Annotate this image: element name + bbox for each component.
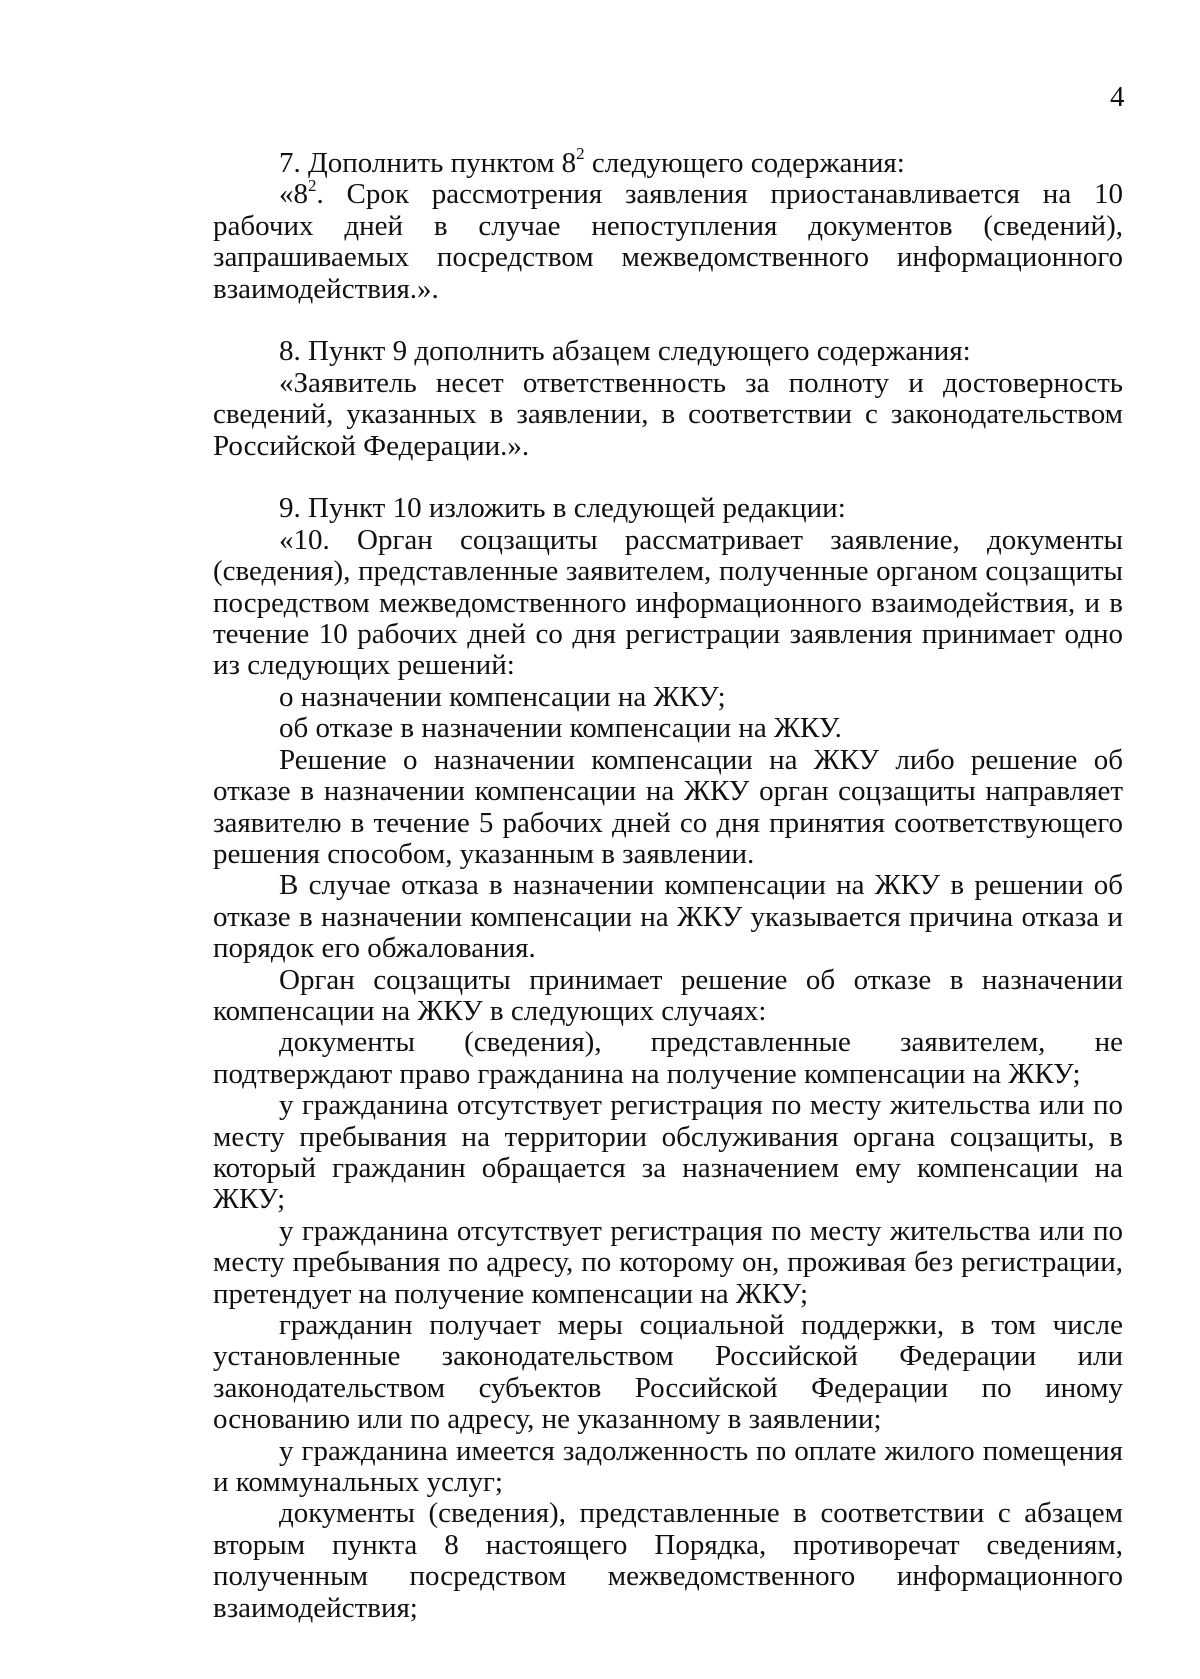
section-7-heading-text: 7. Дополнить пунктом 8 — [279, 147, 577, 179]
paragraph: Решение о назначении компенсации на ЖКУ либо решение об отказе в назначении компенсации на ЖКУ орган соцзащиты направляет заявителю в течение 5 рабочих дней со дня принятия соответствующего решения способом, указанным в заявлении. — [213, 743, 1123, 870]
paragraph: у гражданина отсутствует регистрация по месту жительства или по месту пребывания по адресу, по которому он, проживая без регистрации, претендует на получение компенсации на ЖКУ; — [213, 1214, 1123, 1310]
page-number: 4 — [1110, 81, 1125, 113]
section-9-heading: 9. Пункт 10 изложить в следующей редакции: — [279, 492, 846, 525]
paragraph: об отказе в назначении компенсации на ЖКУ. — [279, 712, 842, 745]
paragraph: В случае отказа в назначении компенсации на ЖКУ в решении об отказе в назначении компенсации на ЖКУ указывается причина отказа и порядок его обжалования. — [213, 869, 1123, 965]
section-7-body-open: «8 — [279, 178, 308, 211]
section-8-heading: 8. Пункт 9 дополнить абзацем следующего содержания: — [279, 335, 971, 368]
paragraph: документы (сведения), представленные заявителем, не подтверждают право гражданина на получение компенсации на ЖКУ; — [213, 1026, 1123, 1090]
section-7-body-text: . Срок рассмотрения заявления приостанавливается на 10 рабочих дней в случае непоступления документов (сведений), запрашиваемых посредством межведомственного информационного взаимодействия.». — [213, 178, 1123, 305]
paragraph: у гражданина отсутствует регистрация по месту жительства или по месту пребывания на территории обслуживания органа соцзащиты, в который гражданин обращается за назначением ему компенсации на ЖКУ; — [213, 1089, 1123, 1216]
section-8-body: «Заявитель несет ответственность за полноту и достоверность сведений, указанных в заявлении, в соответствии с законодательством Российской Федерации.». — [213, 366, 1123, 462]
section-7-heading — [213, 144, 1123, 179]
section-7-body — [213, 175, 1123, 305]
paragraph: гражданин получает меры социальной поддержки, в том числе установленные законодательством Российской Федерации или законодательством субъектов Российской Федерации по иному основанию или по адресу, не указанному в заявлении; — [213, 1309, 1123, 1436]
paragraph: документы (сведения), представленные в соответствии с абзацем вторым пункта 8 настоящего Порядка, противоречат сведениям, полученным посредством межведомственного информационного взаимодействия; — [213, 1497, 1123, 1624]
section-7-heading-tail: следующего содержания: — [584, 147, 905, 179]
superscript: 2 — [576, 144, 585, 164]
paragraph: Орган соцзащиты принимает решение об отказе в назначении компенсации на ЖКУ в следующих случаях: — [213, 963, 1123, 1027]
document-body — [213, 144, 1123, 1624]
paragraph: «10. Орган соцзащиты рассматривает заявление, документы (сведения), представленные заявителем, полученные органом соцзащиты посредством межведомственного информационного взаимодействия, и в течение 10 рабочих дней со дня регистрации заявления принимает одно из следующих решений: — [213, 523, 1123, 682]
paragraph: о назначении компенсации на ЖКУ; — [279, 680, 726, 713]
superscript: 2 — [308, 175, 317, 195]
paragraph: у гражданина имеется задолженность по оплате жилого помещения и коммунальных услуг; — [213, 1434, 1123, 1499]
